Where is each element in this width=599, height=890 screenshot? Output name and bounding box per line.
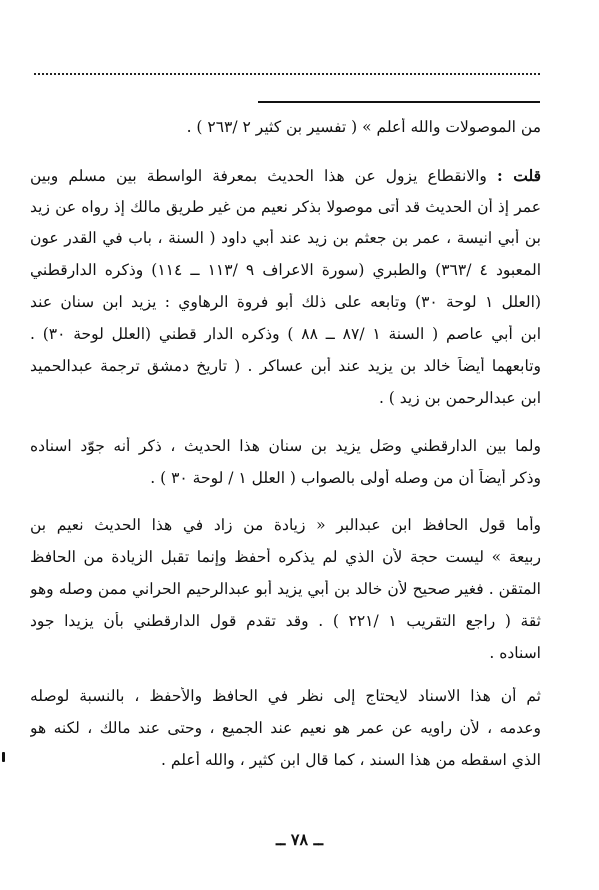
text-line: الذي اسقطه من هذا السند ، كما قال ابن كثير ، والله أعلم . — [161, 751, 541, 769]
text-line: وذكر أيضاً أن من وصله أولى بالصواب ( العلل ١ / لوحة ٣٠ ) . — [150, 469, 541, 487]
text-line: ربيعة » ليست حجة لأن الذي لم يذكره أحفظ وإنما تقبل الزيادة من الحافظ — [30, 548, 541, 566]
footnote-separator — [258, 101, 540, 103]
text-line: ابن أبي عاصم ( السنة ١ /٨٧ ــ ٨٨ ) وذكره الدار قطني (العلل لوحة ٣٠) . — [30, 325, 541, 343]
binding-mark — [2, 752, 5, 762]
text-line: (العلل ١ لوحة ٣٠) وتابعه على ذلك أبو فروة الرهاوي : يزيد ابن سنان عند — [30, 293, 541, 311]
lead-word: قلت : — [496, 166, 541, 185]
text-line: اسناده . — [489, 644, 541, 662]
text-line: ثقة ( راجع التقريب ١ /٢٢١ ) . وقد تقدم قول الدارقطني بأن يزيدا جود — [30, 612, 541, 630]
text-line: عمر إذ أن الحديث قد أتى موصولا بذكر نعيم من غير طريق مالك إذ رواه عن زيد — [30, 198, 541, 216]
dotted-separator — [34, 73, 540, 75]
paragraph-line-lead — [30, 166, 541, 185]
text-line: والانقطاع يزول عن هذا الحديث بمعرفة الواسطة بين مسلم وبين — [30, 167, 487, 185]
text-line: المعبود ٤ /٣٦٣) والطبري (سورة الاعراف ٩ /١١٣ ــ ١١٤) وذكره الدارقطني — [30, 261, 541, 279]
text-line: ولما بين الدارقطني وصَل يزيد بن سنان هذا الحديث ، ذكر أنه جوّد اسناده — [30, 437, 541, 455]
text-line: بن أبي انيسة ، عمر بن جعثم بن زيد عند أبي داود ( السنة ، باب في القدر عون — [30, 229, 541, 247]
text-line: من الموصولات والله أعلم » ( تفسير بن كثير ٢ /٢٦٣ ) . — [186, 118, 541, 136]
text-line: ابن عبدالرحمن بن زيد ) . — [378, 389, 541, 407]
text-line: ثم أن هذا الاسناد لايحتاج إلى نظر في الحافظ والأحفظ ، بالنسبة لوصله — [30, 687, 541, 705]
page-number: ــ ٧٨ ــ — [275, 830, 324, 849]
text-line: وتابعهما أيضاً خالد بن يزيد عند أبن عساكر . ( تاريخ دمشق ترجمة عبدالحميد — [30, 357, 541, 375]
text-line: المتقن . فغير صحيح لأن خالد بن أبي يزيد أبو عبدالرحيم الحراني ممن وصله وهو — [30, 580, 541, 598]
text-line: وأما قول الحافظ ابن عبدالبر « زيادة من زاد في هذا الحديث نعيم بن — [30, 516, 541, 534]
text-line: وعدمه ، لأن راويه عن عمر هو نعيم عند الجميع ، وحتى عند مالك ، لكنه هو — [30, 719, 541, 737]
